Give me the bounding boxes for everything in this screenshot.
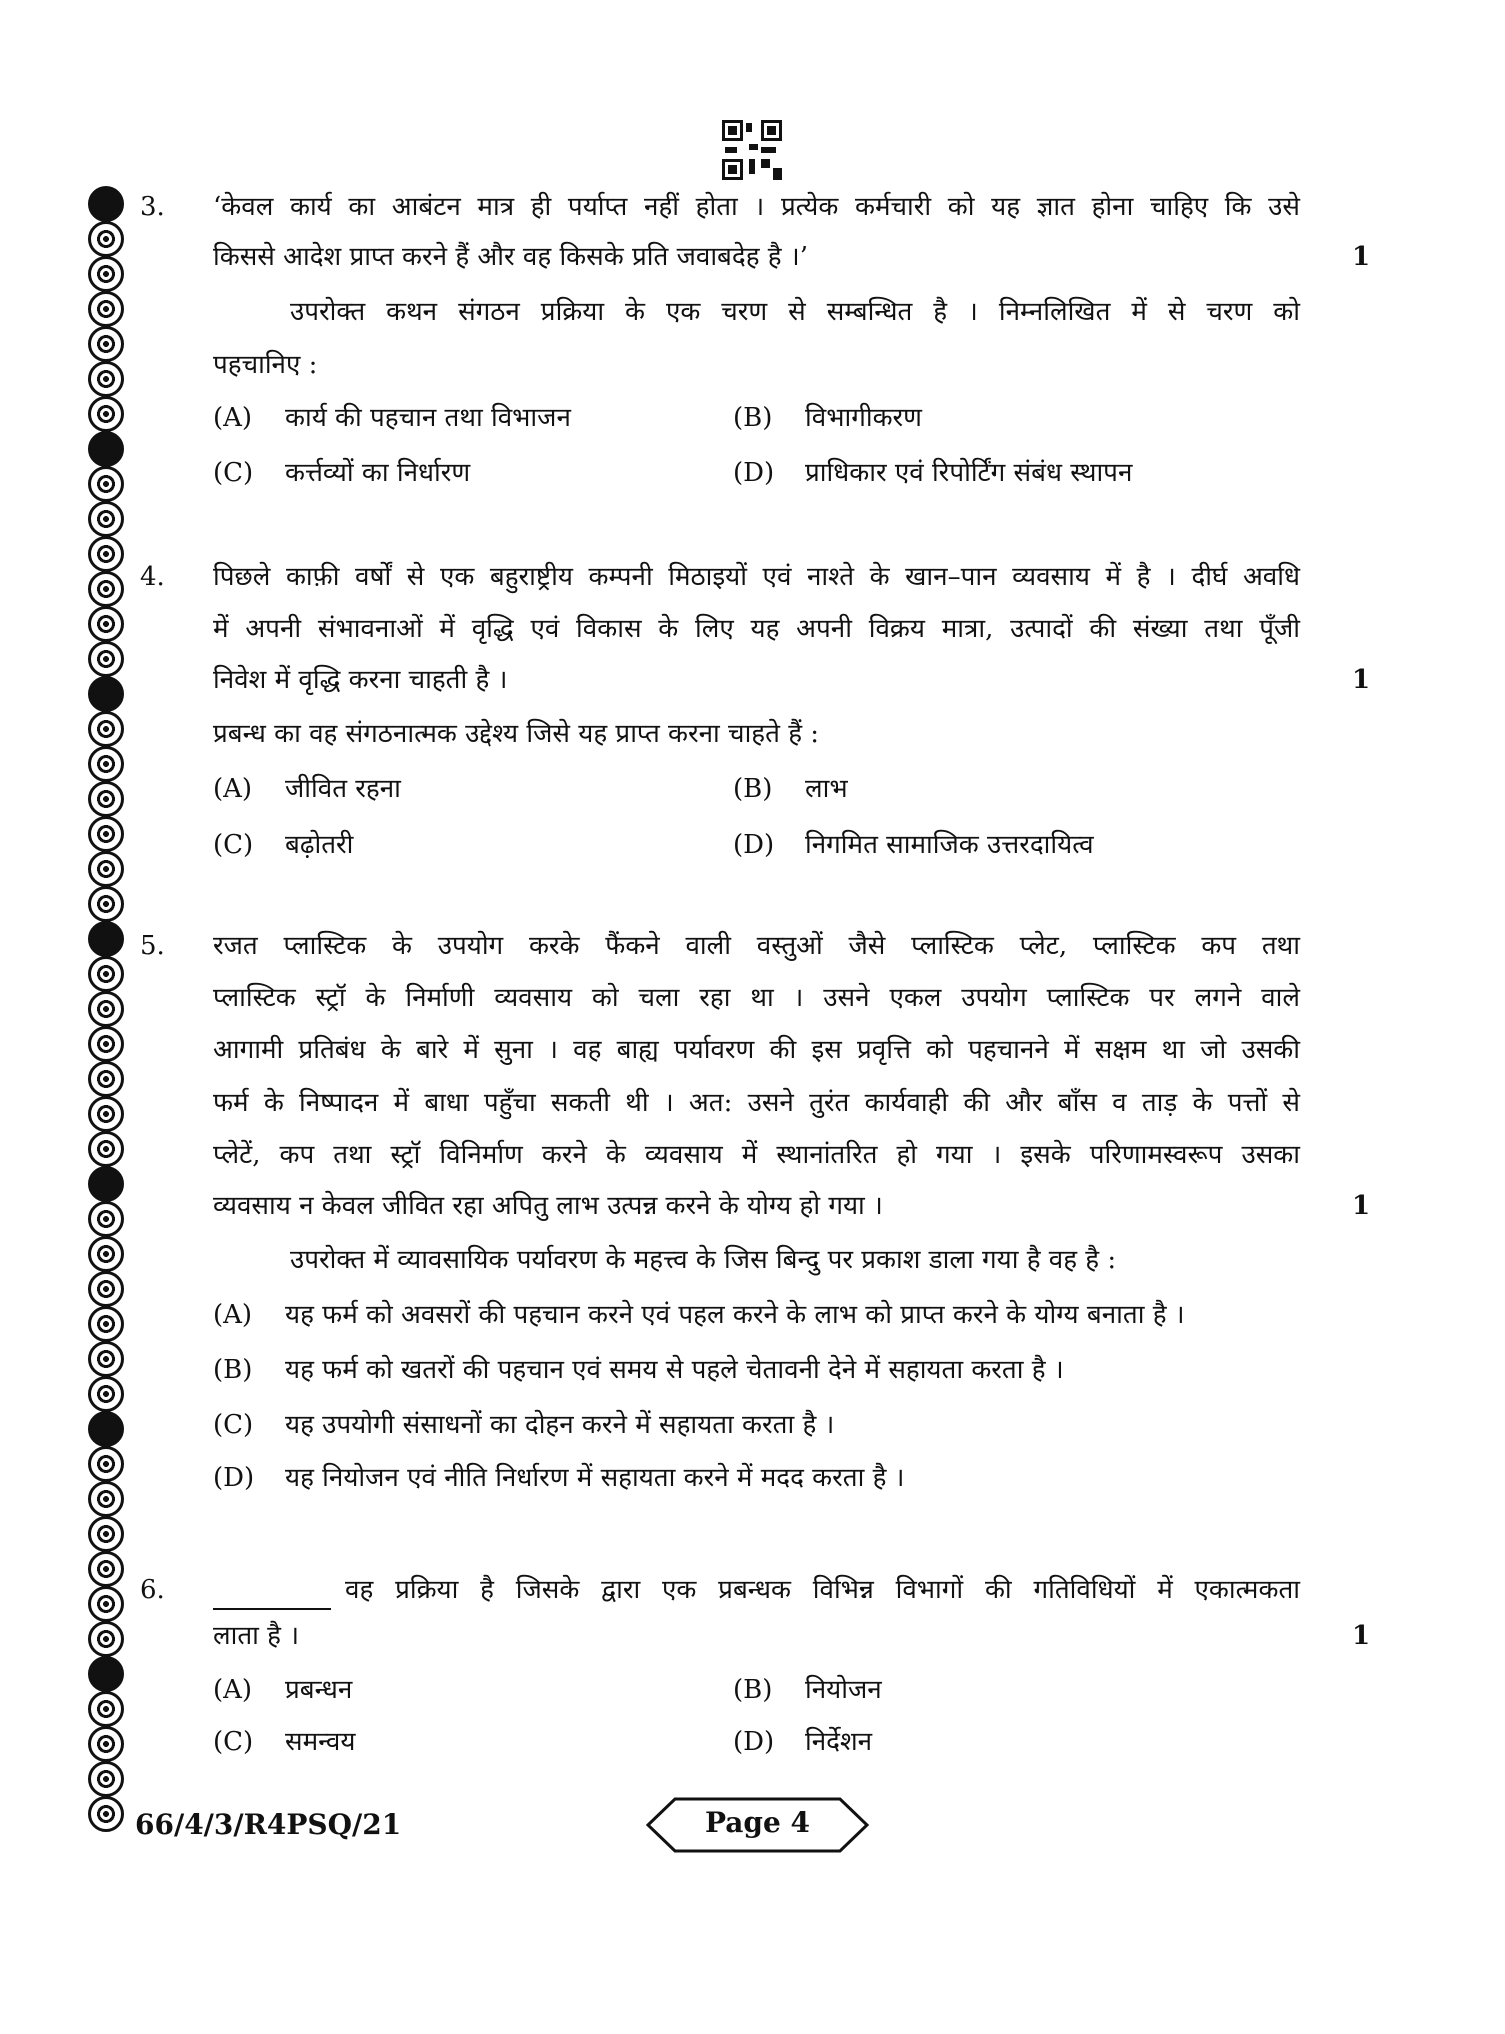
margin-circle-icon xyxy=(88,1376,124,1412)
question-3-text-line: किससे आदेश प्राप्त करने हैं और वह किसके प्रति जवाबदेह है ।’ xyxy=(213,242,808,272)
q3-option-c[interactable] xyxy=(213,453,470,493)
question-6-text-line xyxy=(213,1570,1300,1610)
margin-circle-icon xyxy=(88,1656,124,1692)
margin-circle-icon xyxy=(88,186,124,222)
page-number: Page 4 xyxy=(704,1806,811,1839)
option-text: निर्देशन xyxy=(805,1727,873,1757)
question-5-text-line: प्लेटें, कप तथा स्ट्रॉ विनिर्माण करने के व्यवसाय में स्थानांतरित हो गया । इसके परिणामस्वरूप उसका xyxy=(213,1140,1300,1170)
option-text: यह नियोजन एवं नीति निर्धारण में सहायता करने में मदद करता है । xyxy=(285,1463,905,1493)
question-5-prompt: उपरोक्त में व्यावसायिक पर्यावरण के महत्त्व के जिस बिन्दु पर प्रकाश डाला गया है वह है : xyxy=(290,1245,1117,1275)
margin-circle-icon xyxy=(88,781,124,817)
question-4-text-line: में अपनी संभावनाओं में वृद्धि एवं विकास के लिए यह अपनी विक्रय मात्रा, उत्पादों की संख्या तथा पूँजी xyxy=(213,614,1300,644)
question-5-text-line: व्यवसाय न केवल जीवित रहा अपितु लाभ उत्पन्न करने के योग्य हो गया । xyxy=(213,1191,883,1221)
question-6-marks: 1 xyxy=(1352,1621,1371,1651)
option-text: प्राधिकार एवं रिपोर्टिंग संबंध स्थापन xyxy=(805,458,1133,488)
margin-circle-icon xyxy=(88,1621,124,1657)
margin-circle-icon xyxy=(88,466,124,502)
margin-circle-icon xyxy=(88,1201,124,1237)
margin-circle-icon xyxy=(88,1446,124,1482)
margin-circle-icon xyxy=(88,746,124,782)
margin-circle-icon xyxy=(88,536,124,572)
option-text: यह फर्म को खतरों की पहचान एवं समय से पहले चेतावनी देने में सहायता करता है । xyxy=(285,1355,1064,1385)
margin-circle-icon xyxy=(88,1096,124,1132)
q4-option-a[interactable] xyxy=(213,769,401,809)
q6-option-b[interactable] xyxy=(733,1670,882,1710)
option-label: (C) xyxy=(213,458,254,488)
question-5-text-line: प्लास्टिक स्ट्रॉ के निर्माणी व्यवसाय को चला रहा था । उसने एकल उपयोग प्लास्टिक पर लगने वाले xyxy=(213,983,1300,1013)
option-text: बढ़ोतरी xyxy=(285,830,354,860)
margin-circle-icon xyxy=(88,1481,124,1517)
q3-option-d[interactable] xyxy=(733,453,1132,493)
option-label: (C) xyxy=(213,830,254,860)
fill-in-blank xyxy=(213,1608,331,1610)
margin-circle-icon xyxy=(88,291,124,327)
margin-circle-icon xyxy=(88,1026,124,1062)
margin-circle-icon xyxy=(88,851,124,887)
q5-option-d[interactable] xyxy=(213,1458,905,1498)
option-label: (D) xyxy=(733,830,775,860)
qr-code xyxy=(722,120,782,180)
option-label: (A) xyxy=(213,403,253,433)
margin-circle-icon xyxy=(88,501,124,537)
margin-circle-icon xyxy=(88,1761,124,1797)
margin-circle-border xyxy=(84,186,128,1831)
option-text: निगमित सामाजिक उत्तरदायित्व xyxy=(805,830,1094,860)
margin-circle-icon xyxy=(88,676,124,712)
margin-circle-icon xyxy=(88,1271,124,1307)
option-label: (B) xyxy=(733,774,773,804)
option-text: समन्वय xyxy=(285,1727,356,1757)
q6-option-d[interactable] xyxy=(733,1722,872,1762)
q5-option-b[interactable] xyxy=(213,1350,1064,1390)
margin-circle-icon xyxy=(88,921,124,957)
margin-circle-icon xyxy=(88,1726,124,1762)
margin-circle-icon xyxy=(88,956,124,992)
option-label: (B) xyxy=(733,1675,773,1705)
margin-circle-icon xyxy=(88,1236,124,1272)
q5-option-c[interactable] xyxy=(213,1405,834,1445)
margin-circle-icon xyxy=(88,1551,124,1587)
option-label: (B) xyxy=(733,403,773,433)
question-6-text: वह प्रक्रिया है जिसके द्वारा एक प्रबन्धक विभिन्न विभागों की गतिविधियों में एकात्मकता xyxy=(345,1575,1300,1605)
margin-circle-icon xyxy=(88,571,124,607)
q6-option-a[interactable] xyxy=(213,1670,352,1710)
q6-option-c[interactable] xyxy=(213,1722,355,1762)
question-3-text-line: ‘केवल कार्य का आबंटन मात्र ही पर्याप्त नहीं होता । प्रत्येक कर्मचारी को यह ज्ञात होना चाहिए कि उसे xyxy=(213,192,1300,222)
margin-circle-icon xyxy=(88,1586,124,1622)
question-3-prompt: उपरोक्त कथन संगठन प्रक्रिया के एक चरण से सम्बन्धित है । निम्नलिखित में से चरण को xyxy=(290,297,1300,327)
option-label: (B) xyxy=(213,1355,253,1385)
question-5-text-line: रजत प्लास्टिक के उपयोग करके फैंकने वाली वस्तुओं जैसे प्लास्टिक प्लेट, प्लास्टिक कप तथा xyxy=(213,931,1300,961)
question-4-text-line: पिछले काफ़ी वर्षों से एक बहुराष्ट्रीय कम्पनी मिठाइयों एवं नाश्ते के खान–पान व्यवसाय में है । दीर्घ अवधि xyxy=(213,562,1300,592)
question-4-marks: 1 xyxy=(1352,665,1371,695)
margin-circle-icon xyxy=(88,991,124,1027)
margin-circle-icon xyxy=(88,396,124,432)
option-label: (D) xyxy=(213,1463,255,1493)
margin-circle-icon xyxy=(88,1691,124,1727)
paper-code: 66/4/3/R4PSQ/21 xyxy=(135,1808,402,1841)
option-label: (D) xyxy=(733,1727,775,1757)
margin-circle-icon xyxy=(88,816,124,852)
option-text: जीवित रहना xyxy=(285,774,401,804)
margin-circle-icon xyxy=(88,326,124,362)
q4-option-c[interactable] xyxy=(213,825,353,865)
margin-circle-icon xyxy=(88,1306,124,1342)
option-label: (D) xyxy=(733,458,775,488)
margin-circle-icon xyxy=(88,361,124,397)
question-5-text-line: फर्म के निष्पादन में बाधा पहुँचा सकती थी । अत: उसने तुरंत कार्यवाही की और बाँस व ताड़ के पत्तों से xyxy=(213,1088,1300,1118)
margin-circle-icon xyxy=(88,1061,124,1097)
question-6-number: 6. xyxy=(140,1575,165,1605)
question-5-text-line: आगामी प्रतिबंध के बारे में सुना । वह बाह्य पर्यावरण की इस प्रवृत्ति को पहचानने में सक्षम था जो उसकी xyxy=(213,1035,1300,1065)
question-4-prompt: प्रबन्ध का वह संगठनात्मक उद्देश्य जिसे यह प्राप्त करना चाहते हैं : xyxy=(213,719,820,749)
margin-circle-icon xyxy=(88,1131,124,1167)
option-text: यह उपयोगी संसाधनों का दोहन करने में सहायता करता है । xyxy=(285,1410,835,1440)
margin-circle-icon xyxy=(88,1341,124,1377)
question-4-text-line: निवेश में वृद्धि करना चाहती है । xyxy=(213,665,508,695)
question-3-prompt: पहचानिए : xyxy=(213,350,318,380)
q3-option-b[interactable] xyxy=(733,398,922,438)
margin-circle-icon xyxy=(88,606,124,642)
question-3-marks: 1 xyxy=(1352,242,1371,272)
option-text: कर्त्तव्यों का निर्धारण xyxy=(285,458,471,488)
option-text: यह फर्म को अवसरों की पहचान करने एवं पहल करने के लाभ को प्राप्त करने के योग्य बनाता है । xyxy=(285,1300,1185,1330)
option-label: (A) xyxy=(213,1300,253,1330)
option-text: प्रबन्धन xyxy=(285,1675,353,1705)
option-text: कार्य की पहचान तथा विभाजन xyxy=(285,403,571,433)
margin-circle-icon xyxy=(88,711,124,747)
margin-circle-icon xyxy=(88,431,124,467)
option-label: (C) xyxy=(213,1727,254,1757)
question-5-number: 5. xyxy=(140,931,165,961)
option-text: नियोजन xyxy=(805,1675,882,1705)
margin-circle-icon xyxy=(88,1796,124,1832)
q5-option-a[interactable] xyxy=(213,1295,1185,1335)
margin-circle-icon xyxy=(88,1411,124,1447)
option-label: (A) xyxy=(213,1675,253,1705)
option-text: लाभ xyxy=(805,774,848,804)
q4-option-d[interactable] xyxy=(733,825,1094,865)
margin-circle-icon xyxy=(88,1516,124,1552)
page-number-badge xyxy=(645,1796,870,1854)
margin-circle-icon xyxy=(88,886,124,922)
option-label: (C) xyxy=(213,1410,254,1440)
question-5-marks: 1 xyxy=(1352,1191,1371,1221)
margin-circle-icon xyxy=(88,221,124,257)
question-6-text-line: लाता है । xyxy=(213,1621,300,1651)
question-3-number: 3. xyxy=(140,192,165,222)
margin-circle-icon xyxy=(88,641,124,677)
q4-option-b[interactable] xyxy=(733,769,848,809)
margin-circle-icon xyxy=(88,1166,124,1202)
option-label: (A) xyxy=(213,774,253,804)
margin-circle-icon xyxy=(88,256,124,292)
option-text: विभागीकरण xyxy=(805,403,922,433)
question-4-number: 4. xyxy=(140,562,165,592)
q3-option-a[interactable] xyxy=(213,398,571,438)
